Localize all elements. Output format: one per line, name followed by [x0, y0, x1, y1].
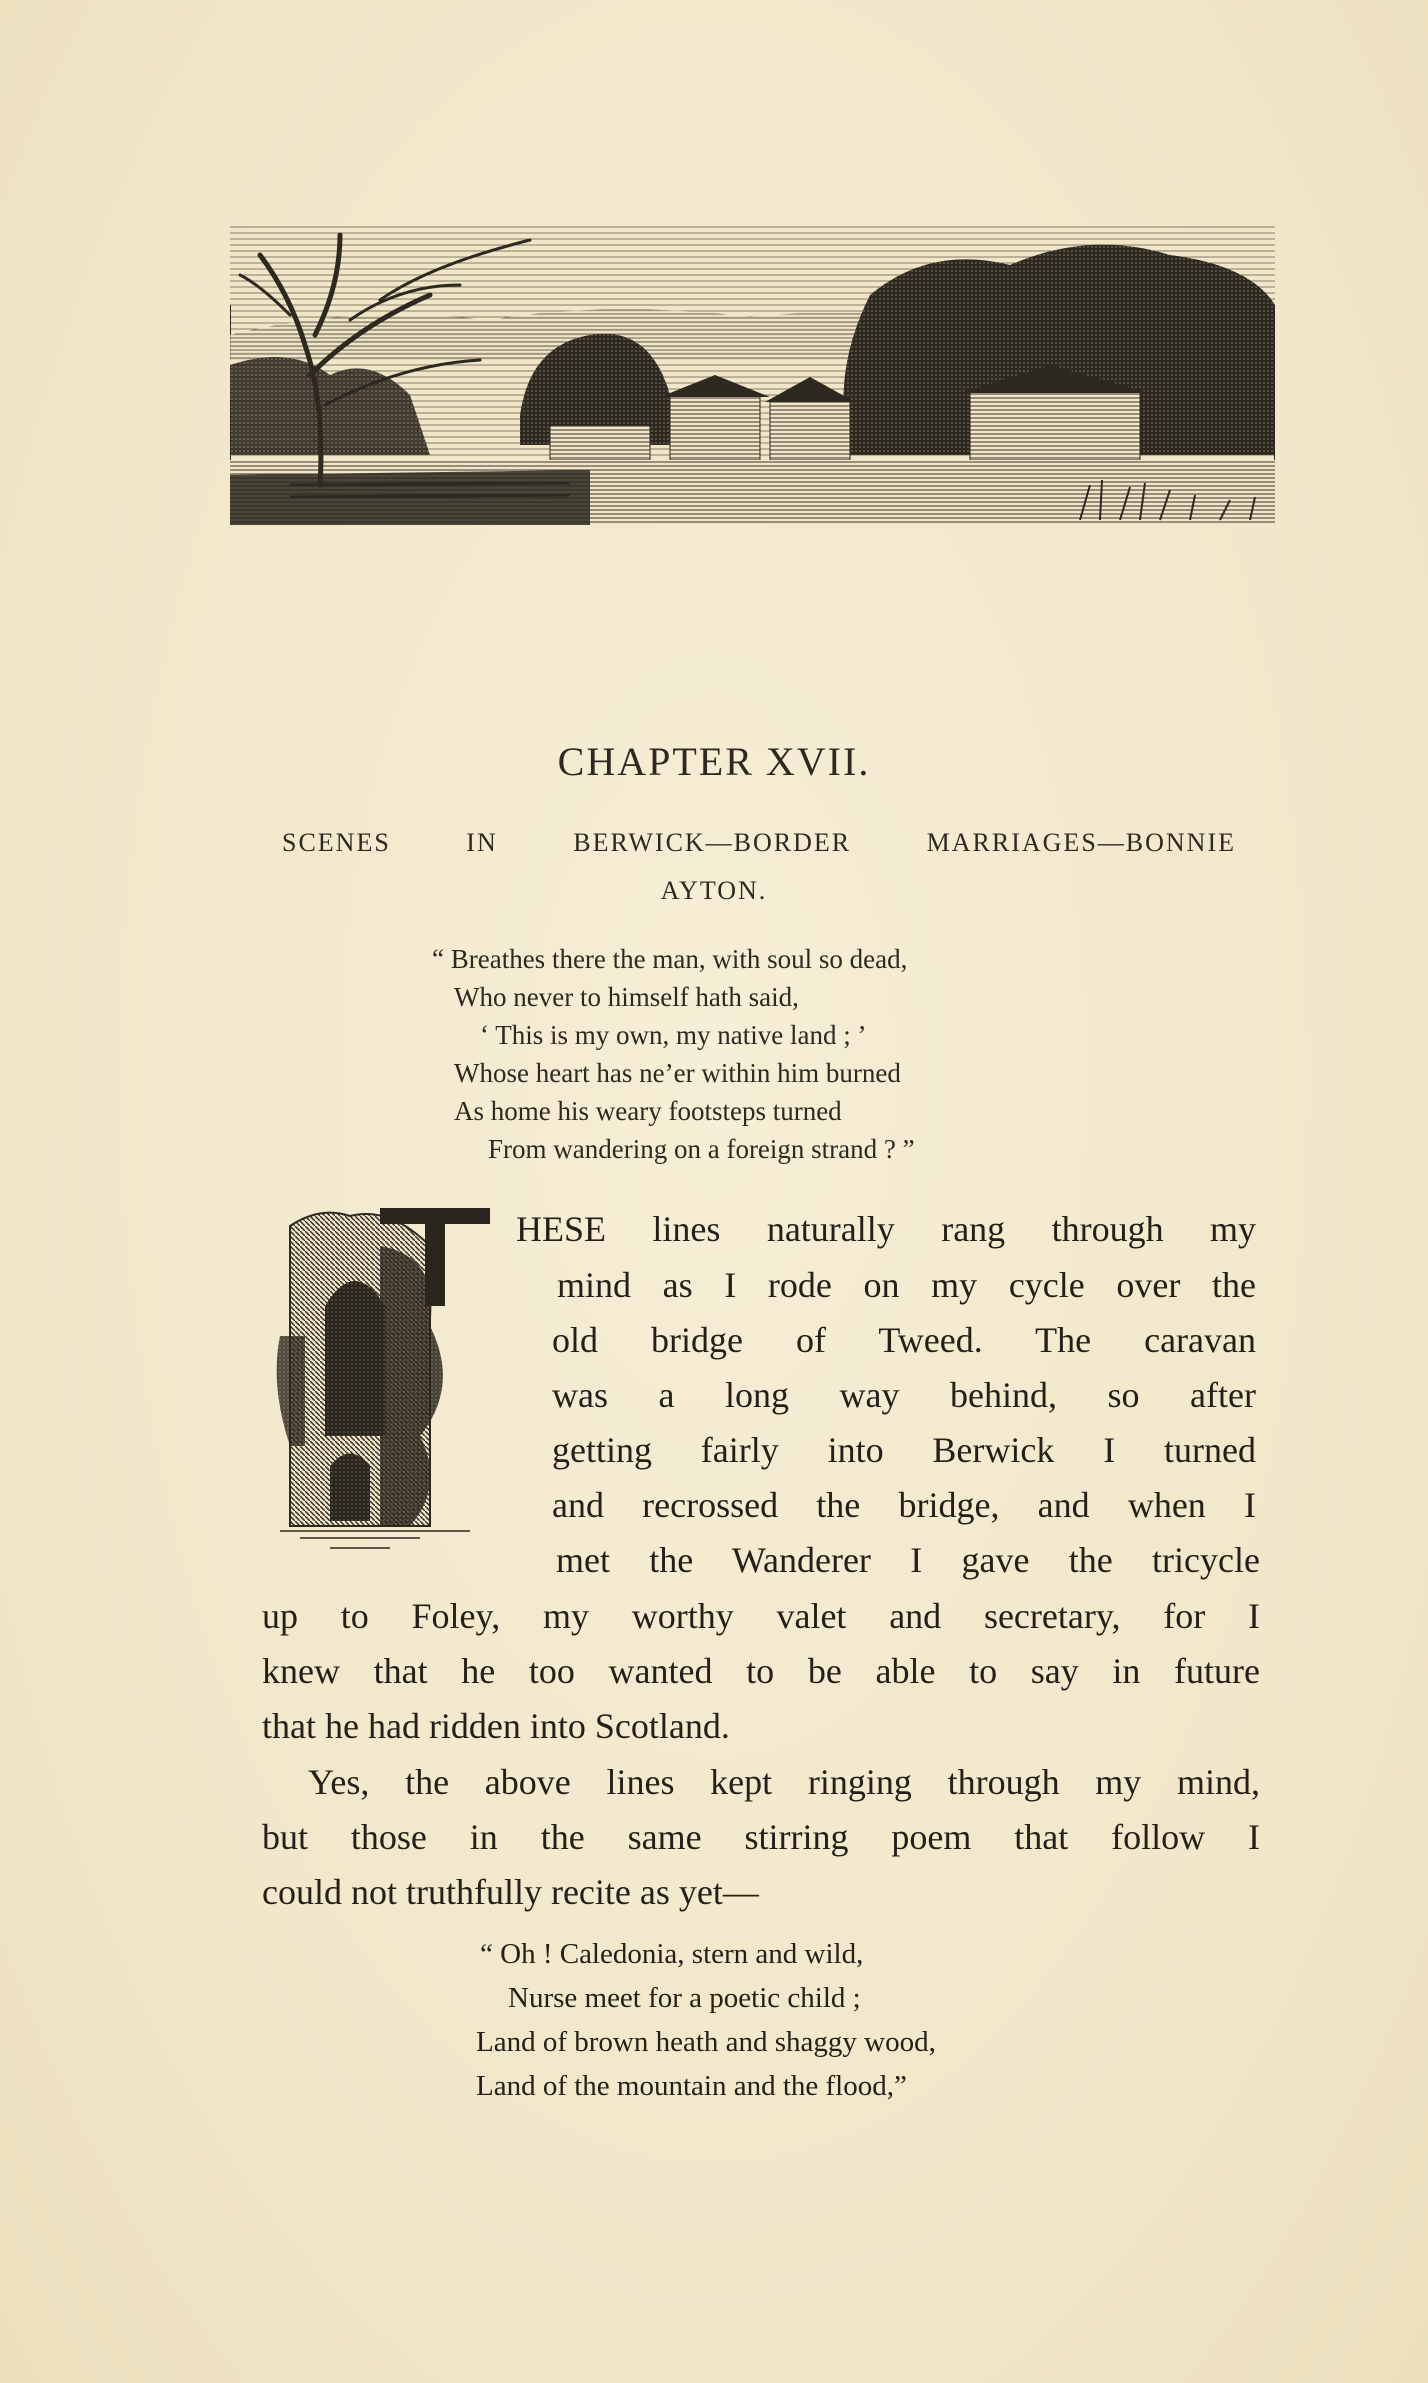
poem-line: Nurse meet for a poetic child ; — [508, 1982, 861, 2014]
header-engraving-landscape — [230, 225, 1275, 525]
body-line: knew that he too wanted to be able to say in future — [262, 1651, 1260, 1691]
body-line: and recrossed the bridge, and when I — [552, 1485, 1256, 1525]
body-line: Yes, the above lines kept ringing through my mind, — [308, 1762, 1260, 1802]
body-line: met the Wanderer I gave the tricycle — [556, 1540, 1260, 1580]
body-line: mind as I rode on my cycle over the — [557, 1265, 1256, 1305]
epigraph-line: ‘ This is my own, my native land ; ’ — [480, 1020, 867, 1050]
quoted-poem — [476, 1932, 936, 2108]
chapter-title: CHAPTER XVII. — [557, 739, 871, 784]
body-line: could not truthfully recite as yet— — [262, 1872, 759, 1912]
body-line: old bridge of Tweed. The caravan — [552, 1320, 1256, 1360]
epigraph-line: Who never to himself hath said, — [454, 982, 799, 1012]
epigraph-line: As home his weary footsteps turned — [454, 1096, 842, 1126]
chapter-subtitle-line2: AYTON. — [660, 876, 768, 905]
body-line: up to Foley, my worthy valet and secretary, for I — [262, 1596, 1260, 1636]
epigraph-verse — [430, 940, 915, 1168]
epigraph-line: From wandering on a foreign strand ? ” — [488, 1134, 915, 1164]
poem-line: Land of the mountain and the flood,” — [476, 2070, 907, 2102]
chapter-subtitle-line1: SCENES IN BERWICK—BORDER MARRIAGES—BONNIE — [282, 828, 1236, 857]
body-line: HESE lines naturally rang through my — [516, 1209, 1256, 1249]
body-line: that he had ridden into Scotland. — [262, 1706, 730, 1746]
body-line: but those in the same stirring poem that follow I — [262, 1817, 1260, 1857]
body-line: getting fairly into Berwick I turned — [552, 1430, 1256, 1470]
poem-line: Land of brown heath and shaggy wood, — [476, 2026, 936, 2058]
body-line: was a long way behind, so after — [552, 1375, 1256, 1415]
epigraph-line: Whose heart has ne’er within him burned — [454, 1058, 901, 1088]
epigraph-line: “ Breathes there the man, with soul so dead, — [432, 944, 908, 974]
poem-line: “ Oh ! Caledonia, stern and wild, — [480, 1938, 864, 1970]
dropcap-illustration-t — [270, 1186, 520, 1566]
